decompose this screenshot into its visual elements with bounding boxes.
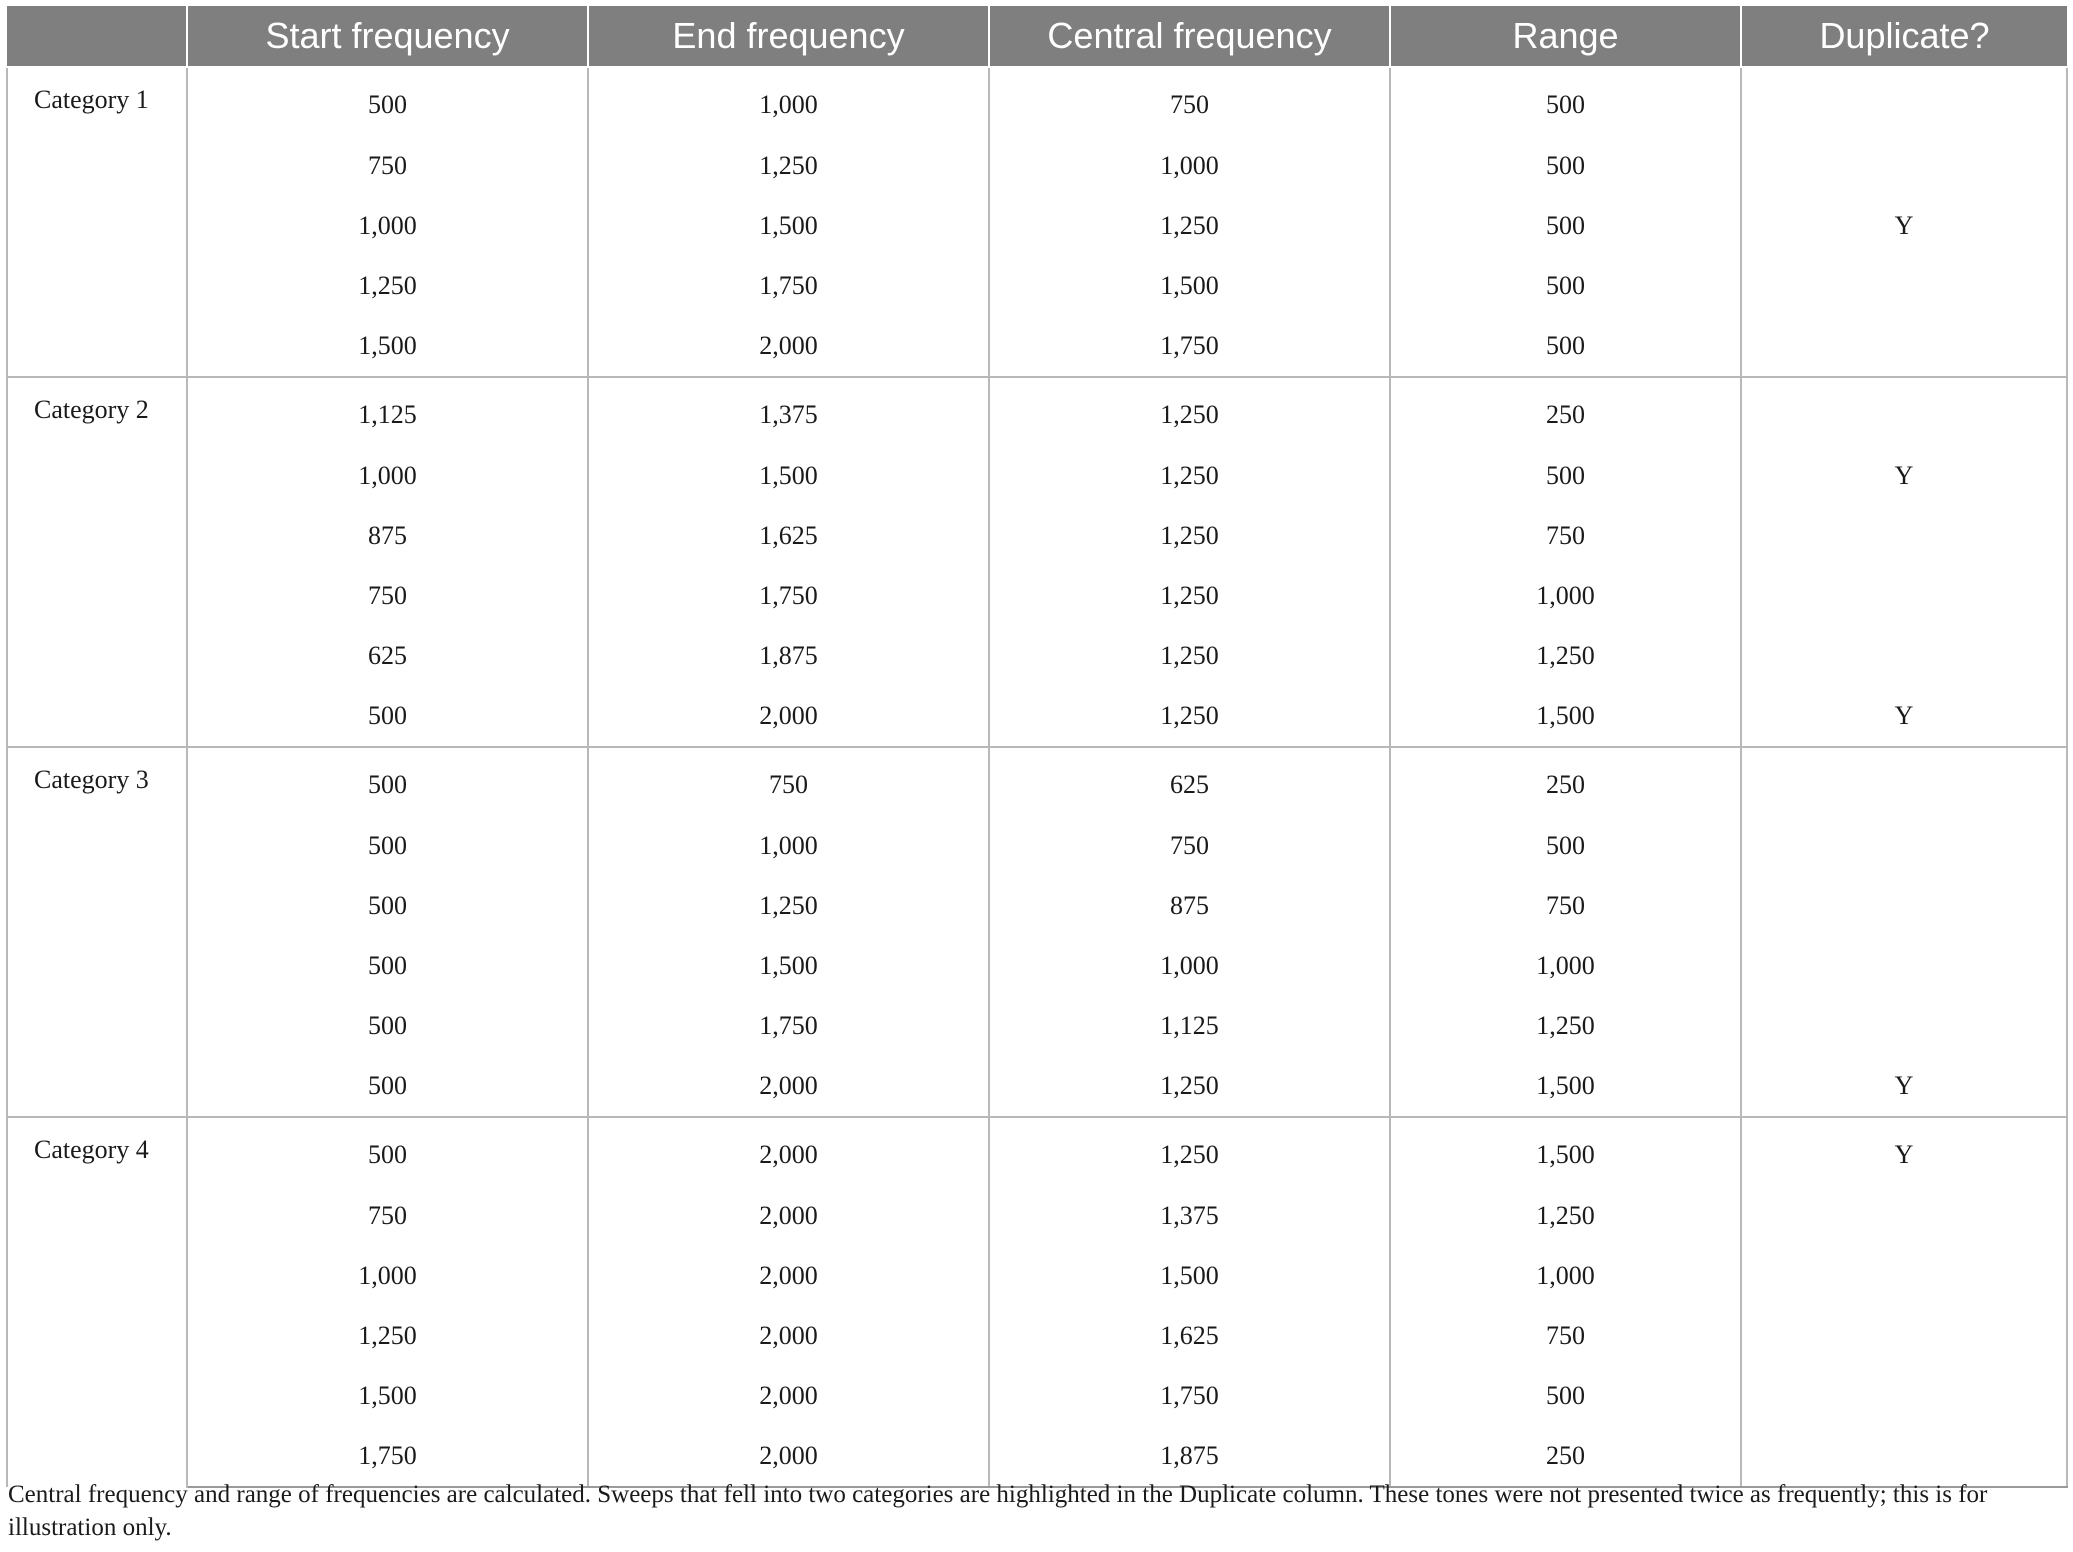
central-frequency-cell: 1,250	[989, 1117, 1390, 1186]
table-row	[7, 1117, 2067, 1186]
central-frequency-cell: 1,375	[989, 1186, 1390, 1246]
range-cell: 500	[1390, 1366, 1741, 1426]
start-frequency-cell: 500	[187, 67, 588, 136]
central-frequency-cell: 1,250	[989, 1056, 1390, 1117]
range-cell: 1,500	[1390, 1056, 1741, 1117]
table-row	[7, 446, 2067, 506]
category-label: Category 4	[7, 1117, 187, 1487]
start-frequency-cell: 1,000	[187, 196, 588, 256]
start-frequency-cell: 500	[187, 876, 588, 936]
start-frequency-cell: 1,000	[187, 446, 588, 506]
range-cell: 1,250	[1390, 1186, 1741, 1246]
central-frequency-cell: 750	[989, 67, 1390, 136]
start-frequency-cell: 500	[187, 686, 588, 747]
duplicate-cell	[1741, 67, 2067, 136]
end-frequency-cell: 2,000	[588, 1366, 989, 1426]
start-frequency-cell: 500	[187, 936, 588, 996]
end-frequency-cell: 1,500	[588, 936, 989, 996]
start-frequency-cell: 1,250	[187, 1306, 588, 1366]
table-row	[7, 1306, 2067, 1366]
duplicate-cell	[1741, 316, 2067, 377]
duplicate-cell	[1741, 1366, 2067, 1426]
start-frequency-cell: 875	[187, 506, 588, 566]
duplicate-cell	[1741, 1306, 2067, 1366]
range-cell: 1,000	[1390, 1246, 1741, 1306]
range-cell: 250	[1390, 747, 1741, 816]
table-row	[7, 1056, 2067, 1117]
start-frequency-cell: 750	[187, 1186, 588, 1246]
central-frequency-cell: 1,500	[989, 256, 1390, 316]
end-frequency-cell: 1,875	[588, 626, 989, 686]
table-row	[7, 256, 2067, 316]
table-row	[7, 747, 2067, 816]
start-frequency-cell: 1,000	[187, 1246, 588, 1306]
frequency-table	[6, 6, 2068, 1488]
table-row	[7, 686, 2067, 747]
range-cell: 750	[1390, 1306, 1741, 1366]
table-row	[7, 506, 2067, 566]
category-label: Category 3	[7, 747, 187, 1117]
range-cell: 1,500	[1390, 686, 1741, 747]
header-central-frequency: Central frequency	[989, 6, 1390, 67]
start-frequency-cell: 500	[187, 1056, 588, 1117]
start-frequency-cell: 500	[187, 1117, 588, 1186]
table-row	[7, 566, 2067, 626]
table-row	[7, 1366, 2067, 1426]
header-row	[7, 6, 2067, 67]
duplicate-cell	[1741, 1186, 2067, 1246]
duplicate-cell: Y	[1741, 686, 2067, 747]
end-frequency-cell: 1,750	[588, 256, 989, 316]
category-label: Category 1	[7, 67, 187, 377]
range-cell: 1,000	[1390, 566, 1741, 626]
header-end-frequency: End frequency	[588, 6, 989, 67]
duplicate-cell	[1741, 506, 2067, 566]
start-frequency-cell: 625	[187, 626, 588, 686]
table-body	[7, 67, 2067, 1487]
range-cell: 500	[1390, 196, 1741, 256]
range-cell: 250	[1390, 1426, 1741, 1487]
end-frequency-cell: 1,250	[588, 136, 989, 196]
table-row	[7, 1186, 2067, 1246]
end-frequency-cell: 1,000	[588, 67, 989, 136]
range-cell: 500	[1390, 67, 1741, 136]
table-row	[7, 67, 2067, 136]
central-frequency-cell: 1,250	[989, 566, 1390, 626]
start-frequency-cell: 1,125	[187, 377, 588, 446]
table-row	[7, 136, 2067, 196]
central-frequency-cell: 1,000	[989, 936, 1390, 996]
central-frequency-cell: 1,250	[989, 377, 1390, 446]
end-frequency-cell: 2,000	[588, 1056, 989, 1117]
frequency-table-container	[6, 6, 2066, 1488]
header-start-frequency: Start frequency	[187, 6, 588, 67]
table-row	[7, 377, 2067, 446]
end-frequency-cell: 2,000	[588, 1426, 989, 1487]
duplicate-cell	[1741, 256, 2067, 316]
end-frequency-cell: 2,000	[588, 1117, 989, 1186]
central-frequency-cell: 1,625	[989, 1306, 1390, 1366]
central-frequency-cell: 1,250	[989, 196, 1390, 256]
central-frequency-cell: 1,250	[989, 506, 1390, 566]
range-cell: 500	[1390, 446, 1741, 506]
table-row	[7, 626, 2067, 686]
start-frequency-cell: 750	[187, 566, 588, 626]
range-cell: 1,000	[1390, 936, 1741, 996]
start-frequency-cell: 750	[187, 136, 588, 196]
duplicate-cell	[1741, 1246, 2067, 1306]
start-frequency-cell: 500	[187, 996, 588, 1056]
range-cell: 500	[1390, 256, 1741, 316]
central-frequency-cell: 1,125	[989, 996, 1390, 1056]
duplicate-cell	[1741, 996, 2067, 1056]
start-frequency-cell: 1,250	[187, 256, 588, 316]
table-footnote: Central frequency and range of frequencies are calculated. Sweeps that fell into two categories are highlighted in the Duplicate column. These tones were not presented twice as frequently; this is for illustration only.	[8, 1481, 1988, 1541]
range-cell: 500	[1390, 136, 1741, 196]
duplicate-cell	[1741, 816, 2067, 876]
end-frequency-cell: 2,000	[588, 1246, 989, 1306]
duplicate-cell	[1741, 876, 2067, 936]
duplicate-cell: Y	[1741, 196, 2067, 256]
end-frequency-cell: 1,625	[588, 506, 989, 566]
category-label: Category 2	[7, 377, 187, 747]
central-frequency-cell: 1,750	[989, 1366, 1390, 1426]
duplicate-cell	[1741, 936, 2067, 996]
start-frequency-cell: 1,750	[187, 1426, 588, 1487]
duplicate-cell	[1741, 747, 2067, 816]
range-cell: 750	[1390, 876, 1741, 936]
duplicate-cell	[1741, 377, 2067, 446]
range-cell: 750	[1390, 506, 1741, 566]
range-cell: 1,250	[1390, 996, 1741, 1056]
table-row	[7, 996, 2067, 1056]
central-frequency-cell: 1,875	[989, 1426, 1390, 1487]
central-frequency-cell: 750	[989, 816, 1390, 876]
duplicate-cell	[1741, 626, 2067, 686]
header-duplicate: Duplicate?	[1741, 6, 2067, 67]
end-frequency-cell: 2,000	[588, 316, 989, 377]
start-frequency-cell: 1,500	[187, 1366, 588, 1426]
end-frequency-cell: 2,000	[588, 686, 989, 747]
range-cell: 1,500	[1390, 1117, 1741, 1186]
table-row	[7, 316, 2067, 377]
central-frequency-cell: 1,000	[989, 136, 1390, 196]
range-cell: 1,250	[1390, 626, 1741, 686]
central-frequency-cell: 1,250	[989, 686, 1390, 747]
central-frequency-cell: 1,250	[989, 626, 1390, 686]
end-frequency-cell: 2,000	[588, 1306, 989, 1366]
central-frequency-cell: 1,250	[989, 446, 1390, 506]
range-cell: 250	[1390, 377, 1741, 446]
duplicate-cell	[1741, 136, 2067, 196]
range-cell: 500	[1390, 816, 1741, 876]
table-row	[7, 1246, 2067, 1306]
duplicate-cell: Y	[1741, 1056, 2067, 1117]
start-frequency-cell: 500	[187, 816, 588, 876]
central-frequency-cell: 1,750	[989, 316, 1390, 377]
duplicate-cell: Y	[1741, 446, 2067, 506]
central-frequency-cell: 625	[989, 747, 1390, 816]
end-frequency-cell: 1,500	[588, 446, 989, 506]
central-frequency-cell: 875	[989, 876, 1390, 936]
table-row	[7, 876, 2067, 936]
table-row	[7, 936, 2067, 996]
end-frequency-cell: 1,250	[588, 876, 989, 936]
end-frequency-cell: 1,375	[588, 377, 989, 446]
end-frequency-cell: 2,000	[588, 1186, 989, 1246]
start-frequency-cell: 500	[187, 747, 588, 816]
header-range: Range	[1390, 6, 1741, 67]
end-frequency-cell: 1,750	[588, 566, 989, 626]
start-frequency-cell: 1,500	[187, 316, 588, 377]
range-cell: 500	[1390, 316, 1741, 377]
duplicate-cell	[1741, 566, 2067, 626]
end-frequency-cell: 750	[588, 747, 989, 816]
end-frequency-cell: 1,500	[588, 196, 989, 256]
central-frequency-cell: 1,500	[989, 1246, 1390, 1306]
header-category	[7, 6, 187, 67]
table-row	[7, 196, 2067, 256]
duplicate-cell: Y	[1741, 1117, 2067, 1186]
end-frequency-cell: 1,000	[588, 816, 989, 876]
table-row	[7, 816, 2067, 876]
end-frequency-cell: 1,750	[588, 996, 989, 1056]
